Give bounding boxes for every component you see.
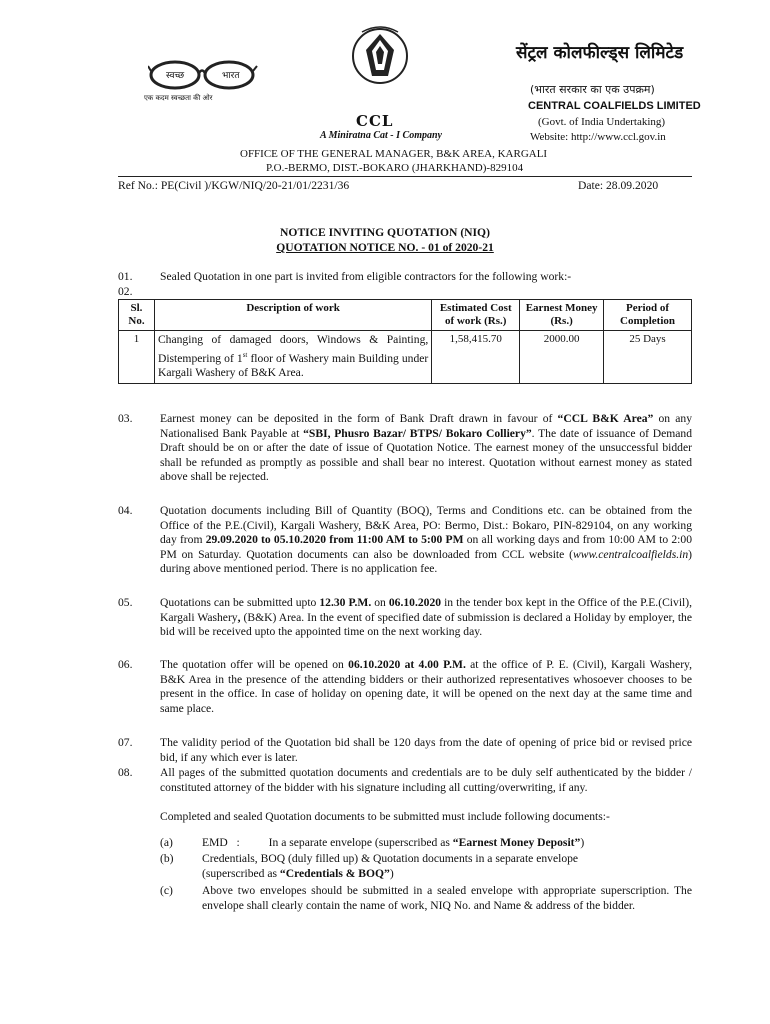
table-cell-sl: 1	[119, 331, 155, 384]
office-line-1: OFFICE OF THE GENERAL MANAGER, B&K AREA, KARGALI	[240, 148, 548, 160]
table-header: Estimated Cost of work (Rs.)	[432, 300, 520, 331]
work-table	[118, 299, 692, 384]
coal-india-logo	[348, 20, 412, 92]
hindi-sub: (भारत सरकार का एक उपक्रम)	[530, 83, 655, 96]
subitem-b-text: Credentials, BOQ (duly filled up) & Quotation documents in a separate envelope	[202, 852, 579, 865]
item-07-num: 07.	[118, 736, 133, 749]
table-header: Description of work	[154, 300, 431, 331]
glasses-icon	[148, 58, 258, 92]
table-row	[119, 331, 692, 384]
notice-title: NOTICE INVITING QUOTATION (NIQ)	[280, 226, 490, 239]
item-06-num: 06.	[118, 658, 133, 671]
item-04-text: Quotation documents including Bill of Quantity (BOQ), Terms and Conditions etc. can be obtained from the Office of the P.E.(Civil), Kargali Washery, B&K Area, PO: Bermo, Dist.: Bokaro, PIN-829104, on any working day from 29.09.2020 to 05.10.2020 from 11:00 AM to 5:00 PM on all working days and from 10:00 AM to 2:00 PM on Saturday. Quotation documents can also be downloaded from CCL website (www.centralcoalfields.in) during above mentioned period. There is no application fee.	[160, 504, 692, 576]
item-08-text-2: Completed and sealed Quotation documents to be submitted must include following documents:-	[160, 810, 610, 823]
swachh-bharat-logo	[144, 58, 258, 106]
logo-left-tagline: एक कदम स्वच्छता की ओर	[144, 94, 213, 102]
govt-line: (Govt. of India Undertaking)	[538, 116, 666, 128]
item-04-num: 04.	[118, 504, 133, 517]
office-line-2: P.O.-BERMO, DIST.-BOKARO (JHARKHAND)-829104	[266, 162, 524, 174]
table-header-row	[119, 300, 692, 331]
logo-left-text-2: भारत	[222, 71, 240, 81]
subitem-b-text-2: (superscribed as “Credentials & BOQ”)	[202, 867, 394, 880]
company-name: CENTRAL COALFIELDS LIMITED	[528, 100, 701, 112]
hindi-company-name: सेंट्रल कोलफील्ड्स लिमिटेड	[516, 43, 684, 63]
subitem-a-label: (a)	[160, 836, 173, 849]
item-03-num: 03.	[118, 412, 133, 425]
subitem-c-text: Above two envelopes should be submitted in a sealed envelope with appropriate superscription. The envelope shall clearly contain the name of work, NIQ No. and Name & address of the bidder.	[202, 884, 692, 912]
item-01-text: Sealed Quotation in one part is invited from eligible contractors for the following work:-	[160, 270, 572, 283]
table-cell-period: 25 Days	[604, 331, 692, 384]
table-header: Period of Completion	[604, 300, 692, 331]
item-08-num: 08.	[118, 766, 133, 779]
subitem-a-text: EMD : In a separate envelope (superscribed as “Earnest Money Deposit”)	[202, 836, 585, 849]
logo-left-text-1: स्वच्छ	[166, 71, 185, 81]
table-header: Earnest Money (Rs.)	[520, 300, 604, 331]
table-header: Sl. No.	[119, 300, 155, 331]
table-cell-cost: 1,58,415.70	[432, 331, 520, 384]
subitem-c-label: (c)	[160, 884, 173, 897]
coal-india-emblem-icon	[348, 20, 412, 92]
ccl-tagline: A Miniratna Cat - I Company	[320, 130, 442, 141]
website-line: Website: http://www.ccl.gov.in	[530, 131, 666, 143]
item-01-num: 01.	[118, 270, 133, 283]
item-07-text: The validity period of the Quotation bid shall be 120 days from the date of opening of price bid or revised price bid, if any which ever is later.	[160, 736, 692, 764]
ccl-website-link[interactable]: www.centralcoalfields.in	[573, 547, 689, 561]
ref-no: Ref No.: PE(Civil )/KGW/NIQ/20-21/01/2231/36	[118, 179, 350, 192]
ccl-wordmark: CCL	[356, 112, 394, 130]
subitem-b-label: (b)	[160, 852, 174, 865]
item-08-text: All pages of the submitted quotation documents and credentials are to be duly self authenticated by the bidder / constituted attorney of the bidder with his signature including all cutting/overwriting, if any.	[160, 766, 692, 794]
item-05-num: 05.	[118, 596, 133, 609]
item-02-num: 02.	[118, 285, 133, 298]
notice-subtitle: QUOTATION NOTICE NO. - 01 of 2020-21	[276, 241, 494, 254]
item-03-text: Earnest money can be deposited in the form of Bank Draft drawn in favour of “CCL B&K Area” on any Nationalised Bank Payable at “SBI, Phusro Bazar/ BTPS/ Bokaro Colliery”. The date of issuance of Demand Draft should be on or after the date of issue of Quotation Notice. The earnest money of the unsuccessful bidder shall be refunded as promptly as possible and shall bear no interest. Quotation without earnest money as stated above shall be rejected.	[160, 412, 692, 484]
item-05-text: Quotations can be submitted upto 12.30 P.M. on 06.10.2020 in the tender box kept in the Office of the P.E.(Civil), Kargali Washery, (B&K) Area. In the event of specified date of submission is declared a Holiday by employer, the bid will be received upto the appointed time on the next working day.	[160, 596, 693, 639]
table-cell-emd: 2000.00	[520, 331, 604, 384]
table-cell-description: Changing of damaged doors, Windows & Painting, Distempering of 1st floor of Washery main Building under Kargali Washery of B&K Area.	[154, 331, 431, 384]
header-rule	[118, 176, 692, 177]
notice-date: Date: 28.09.2020	[578, 179, 659, 192]
item-06-text: The quotation offer will be opened on 06.10.2020 at 4.00 P.M. at the office of P. E. (Civil), Kargali Washery, B&K Area in the presence of the attending bidders or their authorized representatives whosoever chooses to be present in the office. In case of holiday on opening date, it will be opened on the next day at the same time and same place.	[160, 658, 692, 715]
